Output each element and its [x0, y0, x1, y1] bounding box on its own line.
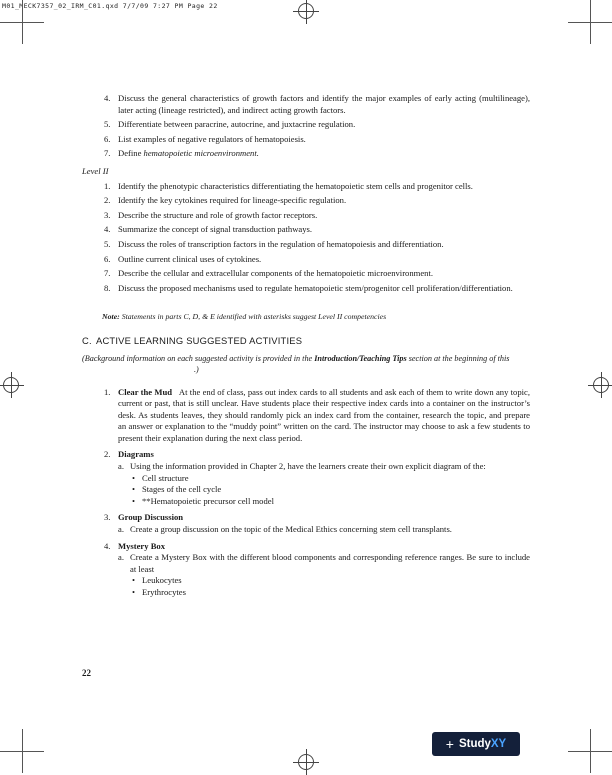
registration-mark-icon [298, 754, 314, 770]
list-item: 5. Differentiate between paracrine, autocrine, and juxtacrine regulation. [104, 119, 356, 130]
list-item: 2. Identify the key cytokines required for lineage-specific regulation. [104, 195, 347, 206]
bullet-list [130, 575, 530, 598]
list-item: 6. Outline current clinical uses of cytokines. [104, 253, 262, 264]
list-item: 7. Describe the cellular and extracellular components of the hematopoietic microenvironment. [104, 268, 433, 279]
section-intro: (Background information on each suggested activity is provided in the Introduction/Teaching Tips section at the beginning of this.) [82, 353, 510, 374]
sub-item: a. Using the information provided in Chapter 2, have the learners create their own explicit diagram of the: • Cell structure • Stages of the cell cycle • **Hematopoietic precursor cell model [118, 461, 530, 507]
list-item: 4. Discuss the general characteristics of growth factors and identify the major examples of early acting (multilineage), later acting (lineage restricted), and indirect acting growth factors. [104, 93, 530, 115]
registration-mark-icon [298, 3, 314, 19]
section-heading: C. ACTIVE LEARNING SUGGESTED ACTIVITIES [82, 334, 303, 346]
activity-item: 1. Clear the Mud At the end of class, pass out index cards to all students and ask each of them to write down any topic, current or past, that is still unclear. Have students place their respective index cards into a container on the instructor’s desk. As students leaves, they should randomly pick an index card from the container, research the topic, and prepare an answer or explanation to the “muddy point” written on the card. The instructor may choose to ask a few students to present their explanation during the next class period. [104, 386, 530, 443]
registration-mark-icon [3, 377, 19, 393]
plus-icon: + [445, 736, 454, 752]
list-item: 3. Describe the structure and role of growth factor receptors. [104, 209, 318, 220]
bullet-item: • Cell structure [130, 473, 530, 485]
bullet-item: • Leukocytes [130, 575, 530, 587]
level2-objectives [82, 181, 530, 295]
list-item: 5. Discuss the roles of transcription factors in the regulation of hematopoiesis and differentiation. [104, 238, 444, 249]
activity-item: 2. Diagrams a. Using the information provided in Chapter 2, have the learners create their own explicit diagram of the: • Cell structure • Stages of the cell cycle • **Hematopoietic precursor cell model [82, 449, 530, 507]
registration-mark-icon [593, 377, 609, 393]
competency-note: Note: Statements in parts C, D, & E identified with asterisks suggest Level II competencies [102, 312, 387, 322]
studyxy-logo: + StudyXY [432, 732, 520, 756]
list-item: 1. Identify the phenotypic characteristics differentiating the hematopoietic stem cells and progenitor cells. [104, 180, 473, 191]
crop-mark [22, 0, 23, 44]
bullet-item: • Stages of the cell cycle [130, 484, 530, 496]
bullet-item: • Erythrocytes [130, 587, 530, 599]
activity-list [82, 387, 530, 599]
page-body [82, 93, 530, 604]
bullet-list [130, 473, 530, 508]
activity-item: 4. Mystery Box a. Create a Mystery Box with the different blood components and corresponding reference ranges. Be sure to include at least • Leukocytes • Erythrocytes [82, 541, 530, 599]
list-item: 6. List examples of negative regulators of hematopoiesis. [104, 133, 306, 144]
activity-item: 3. Group Discussion a. Create a group discussion on the topic of the Medical Ethics concerning stem cell transplants. [82, 512, 530, 535]
crop-mark [590, 0, 591, 44]
sub-item: a. Create a Mystery Box with the different blood components and corresponding reference ranges. Be sure to include at least • Leukocytes • Erythrocytes [118, 552, 530, 598]
crop-mark [22, 729, 23, 773]
list-item: 7. Define hematopoietic microenvironment. [104, 148, 259, 159]
sub-item: a. Create a group discussion on the topic of the Medical Ethics concerning stem cell transplants. [118, 524, 452, 535]
bullet-item: • **Hematopoietic precursor cell model [130, 496, 530, 508]
list-item: 8. Discuss the proposed mechanisms used to regulate hematopoietic stem/progenitor cell proliferation/differentiation. [104, 282, 513, 293]
level-heading: Level II [82, 165, 109, 176]
print-slug: M01_MECK7357_02_IRM_C01.qxd 7/7/09 7:27 PM Page 22 [2, 2, 218, 10]
list-item: 4. Summarize the concept of signal transduction pathways. [104, 224, 313, 235]
level1-objectives [82, 93, 530, 160]
page-number: 22 [82, 668, 91, 678]
crop-mark [590, 729, 591, 773]
